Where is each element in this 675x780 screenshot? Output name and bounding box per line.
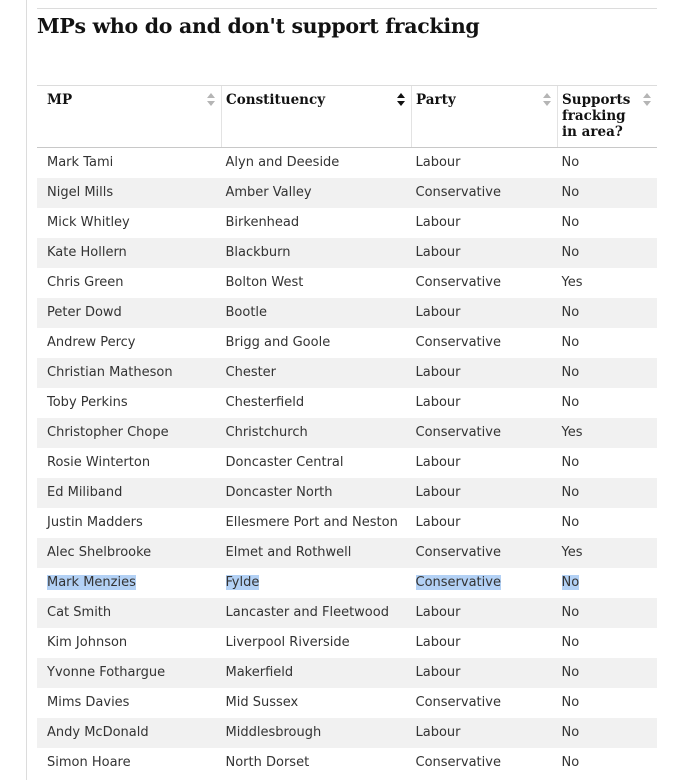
cell-party [412,328,558,358]
cell-supports-text: Yes [561,545,583,560]
cell-constituency-text: Alyn and Deeside [225,155,340,171]
cell-supports-text: Yes [561,275,583,290]
cell-mp-text: Alec Shelbrooke [47,545,152,560]
cell-supports [558,268,658,298]
cell-supports [558,658,658,688]
cell-party [412,598,558,628]
cell-constituency-text: Doncaster North [225,485,333,500]
cell-party-text: Conservative [415,275,501,290]
cell-mp [37,448,222,478]
cell-constituency-text: Amber Valley [225,185,312,200]
cell-constituency-text: Makerfield [225,665,294,680]
cell-supports-text: No [561,575,580,590]
cell-mp-text: Chris Green [47,275,124,290]
table-row [37,688,657,718]
cell-supports [558,688,658,718]
cell-party [412,208,558,238]
cell-supports-text: No [561,515,580,530]
cell-supports [558,388,658,418]
cell-mp-text: Mark Menzies [47,575,136,590]
cell-supports [558,418,658,448]
cell-supports [558,478,658,508]
column-header-label: MP [47,92,73,108]
cell-constituency [222,268,412,298]
cell-mp [37,688,222,718]
table-row [37,538,657,568]
column-header-label: Constituency [226,92,326,108]
cell-party-text: Conservative [415,695,501,710]
cell-mp [37,478,222,508]
cell-constituency [222,238,412,268]
top-divider [37,8,657,9]
cell-party-text: Labour [415,485,461,500]
cell-mp [37,238,222,268]
cell-mp-text: Christopher Chope [47,425,169,440]
cell-supports [558,448,658,478]
cell-party-text: Conservative [415,545,501,560]
table-row [37,238,657,268]
column-header-label: Supports fracking in area? [562,92,631,140]
cell-constituency-text: Ellesmere Port and Neston [225,515,398,530]
cell-party-text: Labour [415,635,461,650]
cell-mp [37,628,222,658]
cell-mp [37,268,222,298]
cell-mp-text: Andy McDonald [47,725,149,740]
cell-supports [558,208,658,238]
column-header-constituency[interactable] [222,86,412,148]
cell-mp-text: Andrew Percy [47,335,136,350]
table-row [37,748,657,778]
table-body [37,148,657,778]
cell-party-text: Labour [415,245,461,260]
cell-mp-text: Simon Hoare [47,755,131,770]
cell-mp-text: Nigel Mills [47,185,114,200]
cell-party [412,388,558,418]
cell-party [412,358,558,388]
cell-party [412,658,558,688]
cell-mp [37,748,222,778]
cell-supports [558,298,658,328]
table-row [37,718,657,748]
cell-party-text: Labour [415,665,461,680]
cell-mp-text: Kim Johnson [47,635,128,650]
cell-supports [558,748,658,778]
cell-mp-text: Peter Dowd [47,305,122,320]
cell-party-text: Conservative [415,575,501,590]
cell-party [412,478,558,508]
cell-constituency-text: Fylde [225,575,260,590]
cell-mp [37,418,222,448]
table-row [37,478,657,508]
cell-mp-text: Rosie Winterton [47,455,151,470]
cell-constituency-text: Chester [225,365,277,380]
cell-party [412,748,558,778]
cell-constituency [222,748,412,778]
cell-supports-text: Yes [561,425,583,440]
page-title: MPs who do and don't support fracking [37,14,480,38]
table-row [37,448,657,478]
cell-mp [37,538,222,568]
cell-constituency [222,418,412,448]
cell-supports [558,328,658,358]
cell-party-text: Conservative [415,335,501,350]
mp-table [37,85,657,778]
cell-mp [37,598,222,628]
cell-constituency [222,358,412,388]
cell-party [412,178,558,208]
cell-party-text: Conservative [415,425,501,440]
cell-party-text: Labour [415,455,461,470]
cell-supports-text: No [561,665,580,680]
cell-party-text: Labour [415,725,461,740]
cell-constituency-text: Bootle [225,305,268,320]
cell-mp-text: Mark Tami [47,155,114,171]
column-header-mp[interactable] [37,86,222,148]
cell-constituency-text: Chesterfield [225,395,305,410]
cell-mp [37,388,222,418]
table-row [37,628,657,658]
cell-supports-text: No [561,695,580,710]
cell-mp [37,718,222,748]
cell-constituency-text: Lancaster and Fleetwood [225,605,389,620]
cell-constituency-text: Doncaster Central [225,455,344,470]
cell-supports [558,568,658,598]
cell-party [412,298,558,328]
cell-mp [37,508,222,538]
cell-mp [37,148,222,178]
table-row [37,148,657,178]
cell-party-text: Labour [415,605,461,620]
cell-party [412,688,558,718]
table-row [37,208,657,238]
cell-mp [37,208,222,238]
cell-supports-text: No [561,215,580,230]
cell-supports-text: No [561,305,580,320]
table-row [37,418,657,448]
cell-constituency-text: Birkenhead [225,215,300,230]
cell-party [412,508,558,538]
cell-mp-text: Kate Hollern [47,245,127,260]
table-row [37,298,657,328]
cell-constituency [222,508,412,538]
cell-constituency [222,598,412,628]
cell-supports [558,718,658,748]
cell-supports [558,628,658,658]
cell-supports-text: No [561,635,580,650]
cell-supports [558,538,658,568]
cell-party-text: Labour [415,515,461,530]
table-row [37,568,657,598]
table-row [37,268,657,298]
cell-party-text: Conservative [415,185,501,200]
cell-party [412,628,558,658]
cell-supports [558,598,658,628]
cell-party [412,238,558,268]
cell-supports-text: No [561,755,580,770]
table-row [37,658,657,688]
cell-constituency [222,178,412,208]
cell-supports-text: No [561,155,580,171]
cell-constituency-text: Middlesbrough [225,725,322,740]
cell-constituency-text: Bolton West [225,275,304,290]
header-row [37,86,657,148]
cell-party [412,448,558,478]
cell-mp-text: Mick Whitley [47,215,130,230]
cell-mp [37,658,222,688]
cell-supports-text: No [561,245,580,260]
sort-ascending-icon [397,93,405,107]
column-header-party[interactable] [412,86,558,148]
cell-party [412,418,558,448]
column-header-label: Party [416,92,456,108]
cell-constituency-text: North Dorset [225,755,310,770]
cell-supports [558,358,658,388]
table-row [37,328,657,358]
cell-party-text: Conservative [415,755,501,770]
cell-mp-text: Cat Smith [47,605,112,620]
cell-mp-text: Justin Madders [47,515,143,530]
cell-party [412,718,558,748]
table-row [37,508,657,538]
cell-mp [37,178,222,208]
cell-supports-text: No [561,395,580,410]
column-header-supports[interactable] [558,86,658,148]
cell-supports-text: No [561,605,580,620]
cell-mp [37,358,222,388]
cell-supports-text: No [561,725,580,740]
cell-party [412,148,558,178]
cell-supports-text: No [561,455,580,470]
cell-constituency-text: Brigg and Goole [225,335,331,350]
cell-constituency [222,208,412,238]
cell-mp [37,568,222,598]
cell-constituency [222,148,412,178]
cell-constituency [222,478,412,508]
cell-mp [37,298,222,328]
cell-party-text: Labour [415,305,461,320]
cell-supports-text: No [561,185,580,200]
table-row [37,358,657,388]
cell-constituency-text: Liverpool Riverside [225,635,350,650]
cell-mp-text: Christian Matheson [47,365,173,380]
cell-constituency [222,568,412,598]
cell-party [412,268,558,298]
cell-party [412,538,558,568]
cell-supports [558,178,658,208]
left-divider [26,0,27,780]
cell-party-text: Labour [415,155,461,171]
table-row [37,178,657,208]
cell-constituency-text: Mid Sussex [225,695,299,710]
cell-constituency [222,388,412,418]
cell-supports-text: No [561,365,580,380]
cell-supports [558,508,658,538]
sort-icon [643,93,651,107]
cell-mp [37,328,222,358]
cell-constituency [222,658,412,688]
cell-party-text: Labour [415,215,461,230]
cell-constituency [222,718,412,748]
cell-mp-text: Mims Davies [47,695,130,710]
cell-constituency [222,538,412,568]
sort-icon [543,93,551,107]
cell-constituency [222,328,412,358]
cell-party-text: Labour [415,395,461,410]
cell-constituency [222,628,412,658]
cell-constituency [222,688,412,718]
cell-constituency-text: Blackburn [225,245,291,260]
table-row [37,598,657,628]
sort-icon [207,93,215,107]
cell-constituency [222,298,412,328]
cell-party-text: Labour [415,365,461,380]
cell-constituency-text: Christchurch [225,425,308,440]
cell-supports-text: No [561,335,580,350]
table-row [37,388,657,418]
cell-supports-text: No [561,485,580,500]
cell-mp-text: Toby Perkins [47,395,128,410]
cell-constituency-text: Elmet and Rothwell [225,545,352,560]
cell-constituency [222,448,412,478]
cell-supports [558,238,658,268]
cell-supports [558,148,658,178]
cell-mp-text: Ed Miliband [47,485,123,500]
cell-party [412,568,558,598]
cell-mp-text: Yvonne Fothargue [47,665,166,680]
